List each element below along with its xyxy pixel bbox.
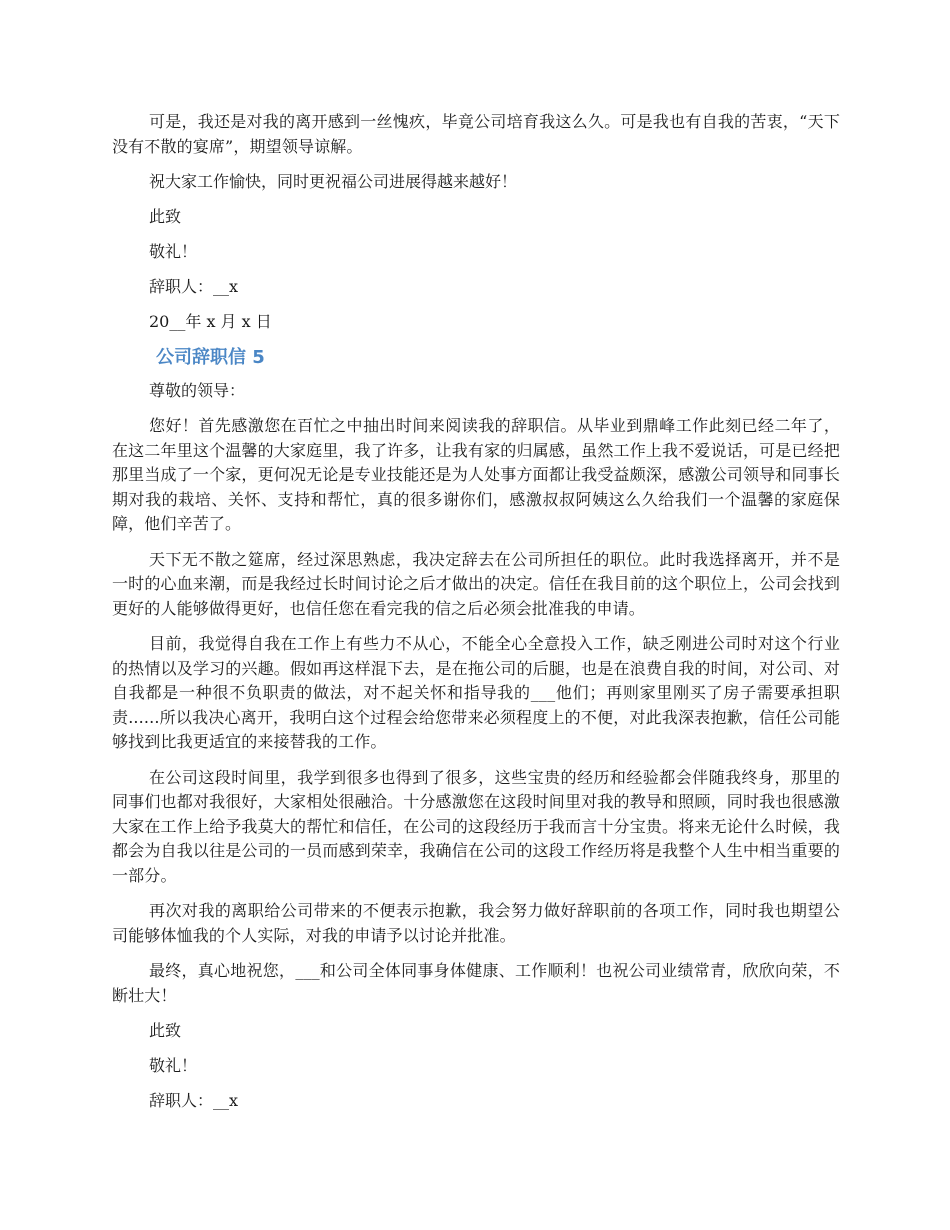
paragraph-final-wishes: 最终，真心地祝您，___和公司全体同事身体健康、工作顺利！也祝公司业绩常青，欣欣向荣，不断壮大！ (112, 961, 840, 1005)
paragraph-reasons: 目前，我觉得自我在工作上有些力不从心，不能全心全意投入工作，缺乏刚进公司时对这个行业的热情以及学习的兴趣。假如再这样混下去，是在拖公司的后腿，也是在浪费自我的时间，对公司、对自我都是一种很不负职责的做法，对不起关怀和指导我的___他们；再则家里刚买了房子需要承担职责......所以我决心离开，我明白这个过程会给您带来必须程度上的不便，对此我深表抱歉，信任公司能够找到比我更适宜的来接替我的工作。 (112, 634, 840, 751)
document-page (112, 110, 840, 1124)
closing-salutation: 此致 (149, 207, 182, 226)
signature-line: 辞职人：__x (149, 277, 239, 296)
paragraph-apology: 可是，我还是对我的离开感到一丝愧疚，毕竟公司培育我这么久。可是我也有自我的苦衷，“天下没有不散的宴席”，期望领导谅解。 (112, 112, 840, 156)
greeting: 尊敬的领导： (149, 381, 246, 400)
date-line: 20__年 x 月 x 日 (149, 312, 272, 331)
paragraph-gratitude: 在公司这段时间里，我学到很多也得到了很多，这些宝贵的经历和经验都会伴随我终身，那里的同事们也都对我很好，大家相处很融洽。十分感激您在这段时间里对我的教导和照顾，同时我也很感激大家在工作上给予我莫大的帮忙和信任，在公司的这段经历于我而言十分宝贵。将来无论什么时候，我都会为自我以往是公司的一员而感到荣幸，我确信在公司的这段工作经历将是我整个人生中相当重要的一部分。 (112, 767, 840, 885)
section-heading: 公司辞职信 5 (156, 347, 265, 368)
paragraph-apology-2: 再次对我的离职给公司带来的不便表示抱歉，我会努力做好辞职前的各项工作，同时我也期望公司能够体恤我的个人实际，对我的申请予以讨论并批准。 (112, 901, 840, 945)
closing-regards-2: 敬礼！ (149, 1056, 198, 1075)
closing-regards: 敬礼！ (149, 242, 198, 261)
paragraph-decision: 天下无不散之筵席，经过深思熟虑，我决定辞去在公司所担任的职位。此时我选择离开，并不是一时的心血来潮，而是我经过长时间讨论之后才做出的决定。信任在我目前的这个职位上，公司会找到更好的人能够做得更好，也信任您在看完我的信之后必须会批准我的申请。 (112, 549, 840, 618)
paragraph-wishes: 祝大家工作愉快，同时更祝福公司进展得越来越好！ (149, 172, 518, 191)
signature-line-2: 辞职人：__x (149, 1091, 239, 1110)
closing-salutation-2: 此致 (149, 1021, 182, 1040)
paragraph-intro: 您好！首先感激您在百忙之中抽出时间来阅读我的辞职信。从毕业到鼎峰工作此刻已经二年了，在这二年里这个温馨的大家庭里，我了许多，让我有家的归属感，虽然工作上我不爱说话，可是已经把那里当成了一个家，更何况无论是专业技能还是为人处事方面都让我受益颇深，感激公司领导和同事长期对我的栽培、关怀、支持和帮忙，真的很多谢你们，感激叔叔阿姨这么久给我们一个温馨的家庭保障，他们辛苦了。 (112, 416, 840, 533)
